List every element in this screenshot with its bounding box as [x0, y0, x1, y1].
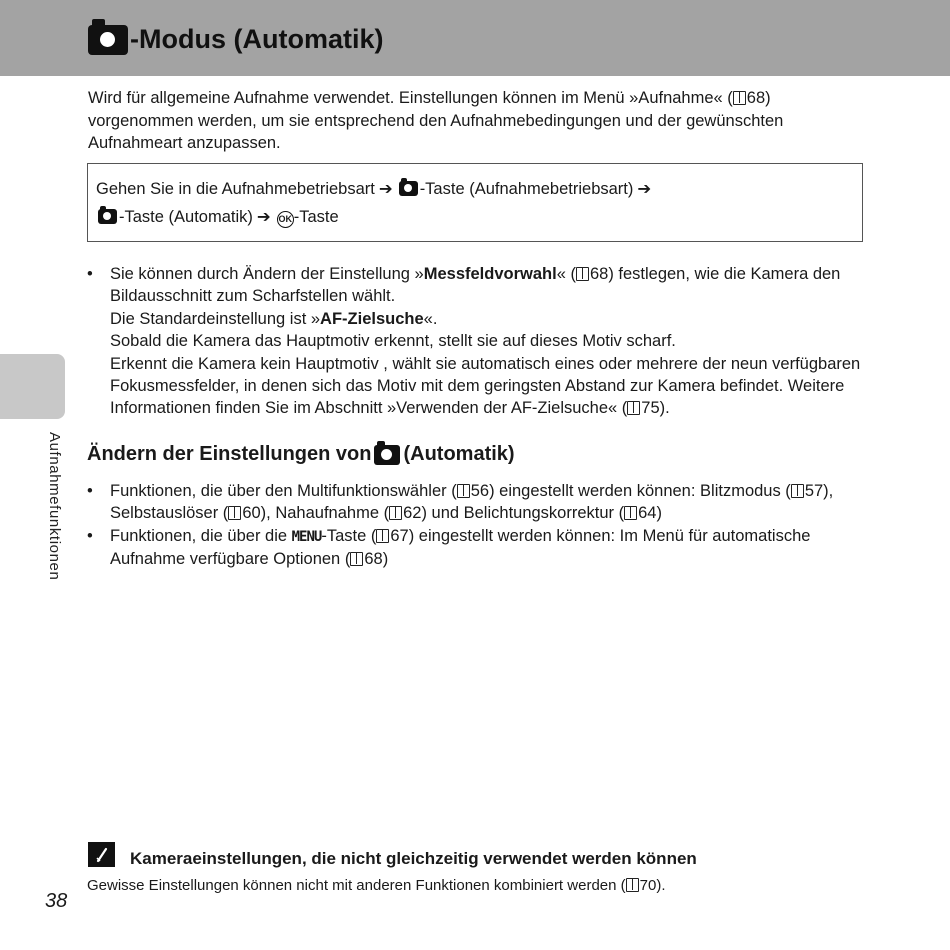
- page-ref-icon: [624, 506, 637, 520]
- page-ref-icon: [389, 506, 402, 520]
- settings-bullet-list: [87, 480, 862, 571]
- procedure-line-1: Gehen Sie in die Aufnahmebetriebsart ➔ -Taste (Aufnahmebetriebsart) ➔: [96, 175, 854, 203]
- intro-paragraph: Wird für allgemeine Aufnahme verwendet. Einstellungen können im Menü »Aufnahme« ( 68) vorgenommen werden, um sie entsprechend den Aufnahmebedingungen und der gewünschten Aufnahmeart anzupassen.: [88, 89, 784, 152]
- page-ref-link[interactable]: 60: [242, 504, 261, 523]
- ok-button-icon: OK: [277, 211, 294, 228]
- page-ref-link[interactable]: 68: [364, 550, 383, 569]
- camera-icon: [98, 209, 117, 224]
- arrow-icon: ➔: [256, 208, 271, 226]
- page-ref-link[interactable]: 68: [589, 265, 609, 283]
- page-title: [88, 24, 383, 55]
- page-ref-link[interactable]: 64: [638, 504, 657, 523]
- page-ref-icon: [626, 878, 639, 892]
- arrow-icon: ➔: [637, 180, 652, 198]
- chapter-tab: [0, 354, 65, 419]
- camera-icon: [88, 25, 128, 55]
- note-icon: [88, 842, 115, 867]
- menu-key-label: MENU: [291, 528, 322, 545]
- page-ref-icon: [228, 506, 241, 520]
- page-ref-icon: [791, 484, 804, 498]
- page-ref-link[interactable]: 57: [804, 482, 824, 500]
- camera-icon: [399, 181, 418, 196]
- page-title-text: -Modus (Automatik): [130, 24, 384, 54]
- procedure-line-2: -Taste (Automatik) ➔ OK -Taste: [96, 203, 854, 231]
- camera-icon: [374, 445, 400, 465]
- page-ref-link[interactable]: 70: [639, 877, 657, 894]
- arrow-icon: ➔: [378, 180, 393, 198]
- page-ref-icon: [733, 91, 746, 105]
- page-ref-link[interactable]: 56: [470, 482, 490, 500]
- page-ref-link[interactable]: 62: [403, 504, 422, 523]
- list-item: • Funktionen, die über den Multifunktionswähler ( 56) eingestellt werden können: Blitzmodus ( 57), Selbstauslöser ( 60), Nahaufnahme ( 62) und Belichtungskorrektur ( 64): [87, 480, 862, 525]
- pencil-check-icon: [93, 846, 111, 864]
- section-heading: Ändern der Einstellungen von (Automatik): [87, 443, 515, 465]
- page-ref-link[interactable]: 67: [390, 526, 409, 545]
- page-ref-icon: [376, 529, 389, 543]
- page-ref-link[interactable]: 68: [746, 89, 766, 107]
- page-ref-icon: [576, 267, 589, 281]
- page-ref-icon: [350, 552, 363, 566]
- note-body: Gewisse Einstellungen können nicht mit anderen Funktionen kombiniert werden ( 70).: [87, 877, 666, 894]
- page-ref-icon: [457, 484, 470, 498]
- list-item: • Sie können durch Ändern der Einstellung »Messfeldvorwahl« ( 68) festlegen, wie die Kamera den Bildausschnitt zum Scharfstellen wählt. Die Standardeinstellung ist »AF-Zielsuche«. Sobald die Kamera das Hauptmotiv erkennt, stellt sie auf dieses Motiv scharf. Erkennt die Kamera kein Hauptmotiv , wählt sie automatisch eines oder mehrere der neun verfügbaren Fokusmessfelder, in denen sich das Motiv mit dem geringsten Abstand zur Kamera befindet. Weitere Informationen finden Sie im Abschnitt »Verwenden der AF-Zielsuche« ( 75).: [87, 263, 862, 420]
- info-bullet-list: [87, 263, 862, 420]
- chapter-label: Aufnahmefunktionen: [46, 432, 63, 581]
- note-title: Kameraeinstellungen, die nicht gleichzeitig verwendet werden können: [130, 849, 697, 868]
- page-ref-icon: [627, 401, 640, 415]
- page-number: 38: [45, 890, 68, 912]
- procedure-box: [87, 163, 863, 242]
- page-ref-link[interactable]: 75: [641, 399, 660, 418]
- list-item: • Funktionen, die über die MENU-Taste ( 67) eingestellt werden können: Im Menü für automatische Aufnahme verfügbare Optionen ( 68): [87, 525, 862, 571]
